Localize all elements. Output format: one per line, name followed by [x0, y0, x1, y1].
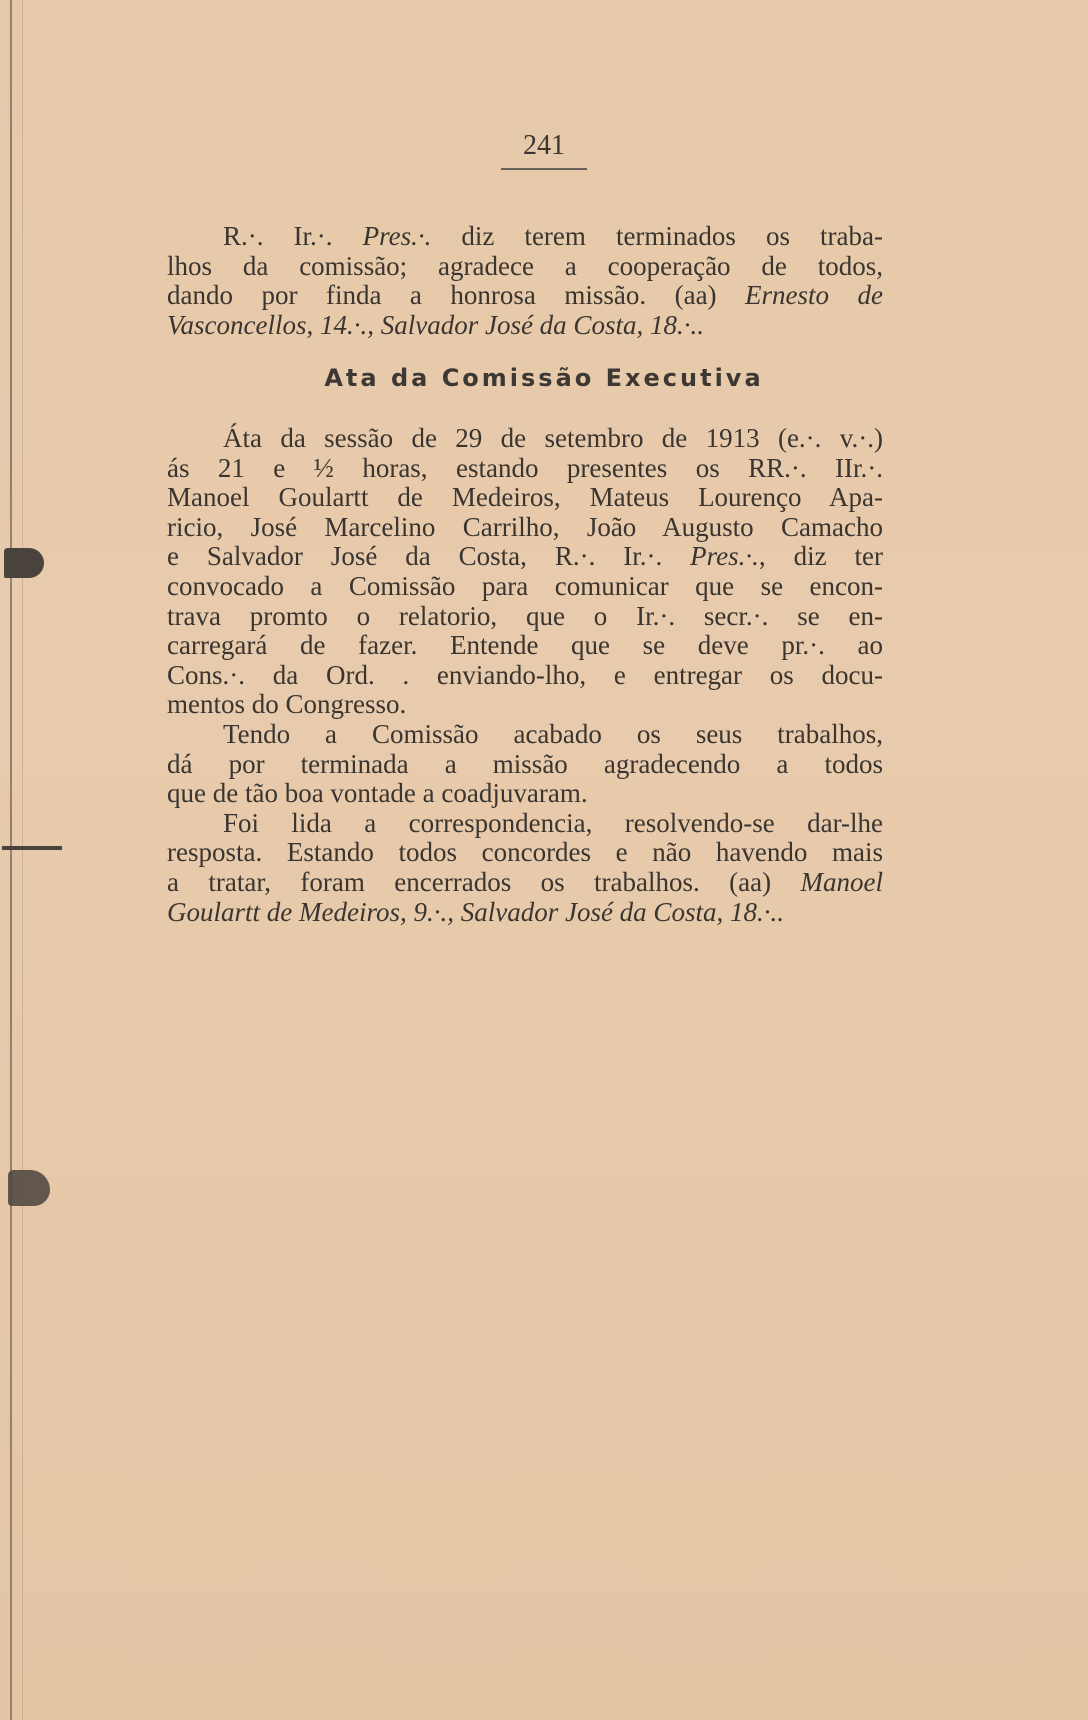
text-line: [167, 779, 883, 809]
paragraph-2: [167, 424, 883, 927]
binding-tear-mark: [2, 846, 62, 850]
text-segment: Tendo a Comissão acabado os seus trabalhos,: [223, 718, 883, 749]
text-segment: ás 21 e ½ horas, estando presentes os RR.·. IIr.·.: [167, 452, 883, 483]
text-line: [167, 809, 883, 839]
text-segment: resposta. Estando todos concordes e não havendo mais: [167, 837, 883, 868]
text-segment: , diz ter: [758, 541, 883, 572]
text-line: [167, 483, 883, 513]
text-segment: Cons.·. da Ord. . enviando-lho, e entregar os docu-: [167, 659, 883, 690]
text-line: [167, 311, 883, 341]
text-segment: ricio, José Marcelino Carrilho, João Augusto Camacho: [167, 511, 883, 542]
text-line: [167, 542, 883, 572]
binding-tear-mark: [8, 1170, 50, 1206]
page-binding-edge: [10, 0, 12, 1720]
italic-text: Manoel: [800, 866, 883, 897]
text-line: [167, 252, 883, 282]
text-segment: que de tão boa vontade a coadjuvaram.: [167, 778, 588, 809]
text-line: [167, 602, 883, 632]
page-number-text: 241: [501, 130, 587, 170]
text-segment: R.·. Ir.·.: [223, 221, 363, 251]
text-line: [167, 838, 883, 868]
italic-text: Goulartt de Medeiros, 9.·., Salvador José da Costa, 18.·..: [167, 896, 784, 927]
text-segment: a tratar, foram encerrados os trabalhos. (aa): [167, 866, 801, 897]
text-segment: lhos da comissão; agradece a cooperação de todos,: [167, 250, 883, 281]
text-line: [167, 572, 883, 602]
text-line: [167, 513, 883, 543]
text-line: [167, 720, 883, 750]
text-line: [167, 750, 883, 780]
text-segment: Manoel Goulartt de Medeiros, Mateus Lourenço Apa-: [167, 482, 883, 513]
text-segment: Áta da sessão de 29 de setembro de 1913 (e.·. v.·.): [223, 423, 883, 453]
text-segment: trava promto o relatorio, que o Ir.·. secr.·. se en-: [167, 600, 883, 631]
italic-text: Vasconcellos, 14.·., Salvador José da Costa, 18.·..: [167, 309, 704, 340]
text-segment: dando por finda a honrosa missão. (aa): [167, 280, 746, 311]
text-segment: carregará de fazer. Entende que se deve pr.·. ao: [167, 630, 883, 661]
text-line: [167, 661, 883, 691]
text-line: [167, 631, 883, 661]
section-heading: Ata da Comissão Executiva: [324, 364, 764, 392]
text-line: [167, 868, 883, 898]
text-line: [167, 222, 883, 252]
text-line: [167, 898, 883, 928]
text-line: [167, 690, 883, 720]
italic-text: Pres.·.: [362, 221, 432, 251]
text-line: [167, 281, 883, 311]
text-segment: diz terem terminados os traba-: [431, 221, 883, 251]
italic-text: Pres.·.: [690, 541, 759, 572]
text-segment: convocado a Comissão para comunicar que se encon-: [167, 570, 883, 601]
text-line: [167, 454, 883, 484]
page-binding-edge-inner: [22, 0, 23, 1720]
page-number: [0, 130, 1088, 170]
text-segment: e Salvador José da Costa, R.·. Ir.·.: [167, 541, 691, 572]
italic-text: Ernesto de: [745, 280, 883, 311]
text-line: [167, 424, 883, 454]
paragraph-1: [167, 222, 883, 340]
text-segment: dá por terminada a missão agradecendo a todos: [167, 748, 883, 779]
binding-tear-mark: [4, 548, 44, 578]
text-segment: Foi lida a correspondencia, resolvendo-se dar-lhe: [223, 807, 883, 838]
text-segment: mentos do Congresso.: [167, 689, 407, 720]
